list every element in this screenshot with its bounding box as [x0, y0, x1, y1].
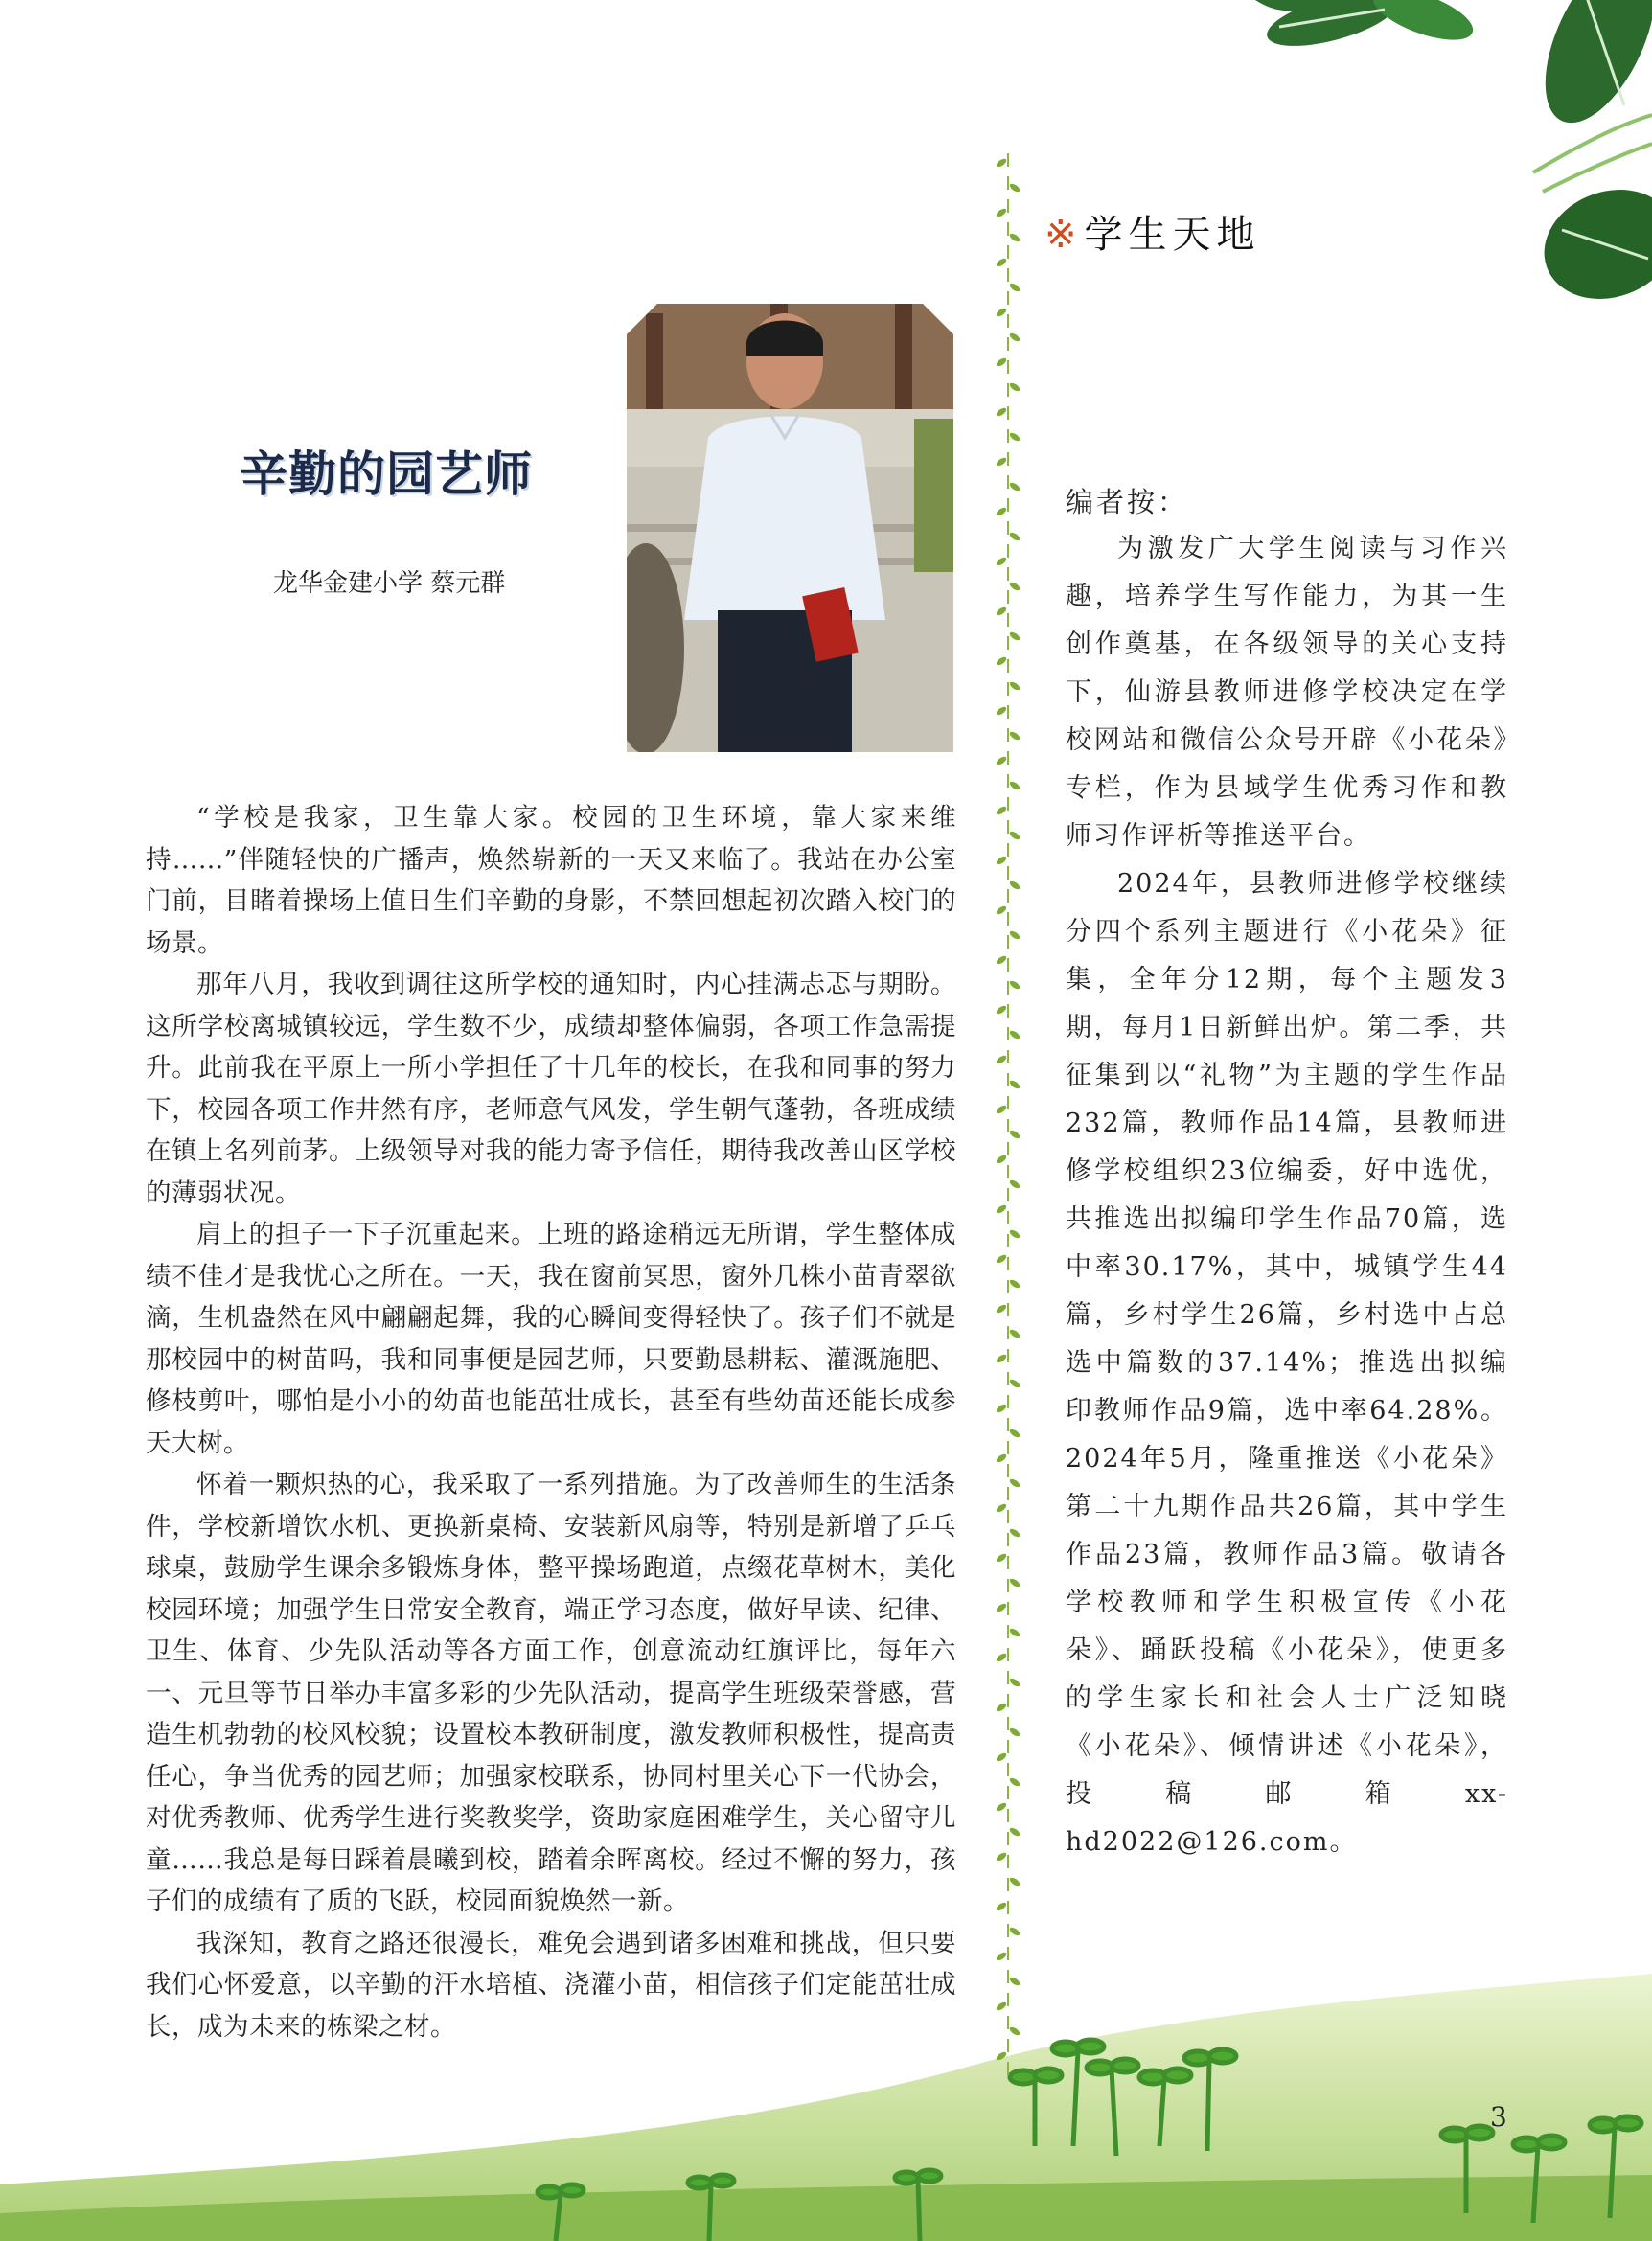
vine-leaf-icon	[1008, 232, 1021, 243]
vine-leaf-icon	[995, 1203, 1007, 1215]
reference-mark-icon: ※	[1044, 213, 1077, 257]
vine-leaf-icon	[995, 506, 1007, 517]
vine-leaf-icon	[995, 307, 1007, 318]
author-portrait-image	[627, 304, 953, 752]
vine-leaf-icon	[995, 456, 1007, 468]
article-title: 辛勤的园艺师	[240, 446, 533, 502]
author-photo	[627, 304, 953, 752]
vine-leaf-icon	[995, 356, 1007, 368]
page-number: 3	[1490, 2101, 1507, 2133]
article-paragraph: 我深知，教育之路还很漫长，难免会遇到诸多困难和挑战，但只要我们心怀爱意，以辛勤的汗水培植、浇灌小苗，相信孩子们定能茁壮成长，成为未来的栋梁之材。	[146, 1928, 956, 2042]
vine-leaf-icon	[995, 1901, 1007, 1912]
vine-leaf-icon	[995, 1602, 1007, 1613]
vine-divider	[987, 153, 1029, 2079]
article-paragraph: 怀着一颗炽热的心，我采取了一系列措施。为了改善师生的生活条件，学校新增饮水机、更换新桌椅、安装新风扇等，特别是新增了乒乓球桌，鼓励学生课余多锻炼身体，整平操场跑道，点缀花草树木，美化校园环境；加强学生日常安全教育，端正学习态度，做好早读、纪律、卫生、体育、少先队活动等各方面工作，创意流动红旗评比，每年六一、元旦等节日举办丰富多彩的少先队活动，提高学生班级荣誉感，营造生机勃勃的校风校貌；设置校本教研制度，激发教师积极性，提高责任心，争当优秀的园艺师；加强家校联系，协同村里关心下一代协会，对优秀教师、优秀学生进行奖教奖学，资助家庭困难学生，关心留守儿童……我总是每日踩着晨曦到校，踏着余晖离校。经过不懈的努力，孩子们的成绩有了质的飞跃，校园面貌焕然一新。	[146, 1470, 956, 1916]
vine-leaf-icon	[1008, 1477, 1021, 1489]
vine-leaf-icon	[995, 1702, 1007, 1713]
vine-leaf-icon	[1008, 1029, 1021, 1040]
vine-leaf-icon	[1008, 1079, 1021, 1090]
vine-leaf-icon	[995, 1951, 1007, 1962]
vine-leaf-icon	[1008, 182, 1021, 194]
vine-leaf-icon	[1008, 1428, 1021, 1439]
vine-leaf-icon	[1008, 780, 1021, 791]
vine-leaf-icon	[1008, 1726, 1021, 1738]
vine-leaf-icon	[995, 954, 1007, 966]
vine-leaf-icon	[995, 755, 1007, 766]
vine-leaf-icon	[995, 257, 1007, 268]
vine-leaf-icon	[995, 705, 1007, 717]
vine-leaf-icon	[995, 1353, 1007, 1364]
article-paragraph: 那年八月，我收到调往这所学校的通知时，内心挂满忐忑与期盼。这所学校离城镇较远，学生数不少，成绩却整体偏弱，各项工作急需提升。此前我在平原上一所小学担任了十几年的校长，在我和同事的努力下，校园各项工作井然有序，老师意气风发，学生朝气蓬勃，各班成绩在镇上名列前茅。上级领导对我的能力寄予信任，期待我改善山区学校的薄弱状况。	[146, 970, 956, 1208]
vine-leaf-icon	[995, 406, 1007, 418]
vine-leaf-icon	[1008, 630, 1021, 642]
vine-leaf-icon	[995, 1253, 1007, 1265]
vine-leaf-icon	[1008, 1129, 1021, 1140]
vine-leaf-icon	[1008, 929, 1021, 941]
editor-note-label: 编者按：	[1066, 486, 1189, 518]
vine-leaf-icon	[995, 556, 1007, 567]
vine-leaf-icon	[1008, 1976, 1021, 1987]
vine-leaf-icon	[995, 1303, 1007, 1315]
vine-leaf-icon	[995, 1552, 1007, 1564]
vine-leaf-icon	[995, 1502, 1007, 1514]
section-header	[1044, 204, 1261, 259]
vine-leaf-icon	[1008, 1278, 1021, 1290]
vine-leaf-icon	[1008, 830, 1021, 841]
vine-leaf-icon	[995, 655, 1007, 667]
vine-leaf-icon	[995, 1154, 1007, 1165]
editor-note-paragraph: 为激发广大学生阅读与习作兴趣，培养学生写作能力，为其一生创作奠基，在各级领导的关心支持下，仙游县教师进修学校决定在学校网站和微信公众号开辟《小花朵》专栏，作为县域学生优秀习作和教师习作评析等推送平台。	[1066, 534, 1508, 851]
section-title: 学生天地	[1084, 213, 1261, 257]
vine-leaf-icon	[1008, 1627, 1021, 1638]
vine-leaf-icon	[1008, 1178, 1021, 1190]
vine-leaf-icon	[995, 805, 1007, 816]
editor-note-paragraph: 2024年，县教师进修学校继续分四个系列主题进行《小花朵》征集，全年分12期，每个主题发3期，每月1日新鲜出炉。第二季，共征集到以“礼物”为主题的学生作品232篇，教师作品14篇，县教师进修学校组织23位编委，好中选优，共推选出拟编印学生作品70篇，选中率30.17%，其中，城镇学生44篇，乡村学生26篇，乡村选中占总选中篇数的37.14%；推选出拟编印教师作品9篇，选中率64.28%。2024年5月，隆重推送《小花朵》第二十九期作品共26篇，其中学生作品23篇，教师作品3篇。敬请各学校教师和学生积极宣传《小花朵》、踊跃投稿《小花朵》，使更多的学生家长和社会人士广泛知晓《小花朵》、倾情讲述《小花朵》，投稿邮箱xx-hd2022@126.com。	[1066, 869, 1508, 1857]
vine-leaf-icon	[1008, 431, 1021, 443]
article-body	[146, 797, 956, 2047]
vine-leaf-icon	[1008, 531, 1021, 542]
editor-note-body	[1066, 525, 1508, 1866]
vine-leaf-icon	[1008, 581, 1021, 592]
vine-leaf-icon	[1008, 1677, 1021, 1688]
vine-leaf-icon	[995, 157, 1007, 169]
article-paragraph: 肩上的担子一下子沉重起来。上班的路途稍远无所谓，学生整体成绩不佳才是我忧心之所在。一天，我在窗前冥思，窗外几株小苗青翠欲滴，生机盎然在风中翩翩起舞，我的心瞬间变得轻快了。孩子们不就是那校园中的树苗吗，我和同事便是园艺师，只要勤恳耕耘、灌溉施肥、修枝剪叶，哪怕是小小的幼苗也能茁壮成长，甚至有些幼苗还能长成参天大树。	[146, 1220, 956, 1458]
vine-leaf-icon	[1008, 1378, 1021, 1389]
vine-leaf-icon	[1008, 1826, 1021, 1838]
vine-leaf-icon	[1008, 332, 1021, 343]
vine-leaf-icon	[995, 904, 1007, 916]
vine-leaf-icon	[1008, 1776, 1021, 1788]
vine-leaf-icon	[995, 1403, 1007, 1414]
vine-leaf-icon	[995, 1004, 1007, 1016]
vine-leaf-icon	[995, 2001, 1007, 2012]
vine-leaf-icon	[995, 207, 1007, 218]
vine-leaf-icon	[995, 2050, 1007, 2062]
vine-leaf-icon	[1008, 979, 1021, 991]
vine-leaf-icon	[995, 1801, 1007, 1813]
vine-leaf-icon	[1008, 282, 1021, 293]
vine-leaf-icon	[995, 1054, 1007, 1065]
tropical-leaves-decoration	[1198, 0, 1652, 326]
vine-leaf-icon	[1008, 1527, 1021, 1539]
vine-leaf-icon	[1008, 1876, 1021, 1887]
vine-leaf-icon	[995, 1851, 1007, 1863]
article-byline: 龙华金建小学 蔡元群	[273, 569, 506, 598]
vine-leaf-icon	[1008, 1328, 1021, 1339]
vine-leaf-icon	[1008, 880, 1021, 891]
vine-leaf-icon	[1008, 1926, 1021, 1937]
vine-leaf-icon	[1008, 1228, 1021, 1240]
vine-leaf-icon	[995, 606, 1007, 617]
vine-leaf-icon	[995, 1452, 1007, 1464]
vine-leaf-icon	[1008, 680, 1021, 692]
vine-leaf-icon	[995, 1652, 1007, 1663]
vine-leaf-icon	[995, 1751, 1007, 1763]
vine-leaf-icon	[1008, 381, 1021, 393]
vine-leaf-icon	[1008, 1577, 1021, 1589]
article-paragraph: “学校是我家，卫生靠大家。校园的卫生环境，靠大家来维持……”伴随轻快的广播声，焕然崭新的一天又来临了。我站在办公室门前，目睹着操场上值日生们辛勤的身影，不禁回想起初次踏入校门的场景。	[146, 803, 956, 958]
vine-leaf-icon	[1008, 481, 1021, 492]
vine-leaf-icon	[995, 855, 1007, 866]
vine-leaf-icon	[1008, 730, 1021, 742]
vine-leaf-icon	[995, 1104, 1007, 1115]
vine-leaf-icon	[1008, 2025, 1021, 2037]
